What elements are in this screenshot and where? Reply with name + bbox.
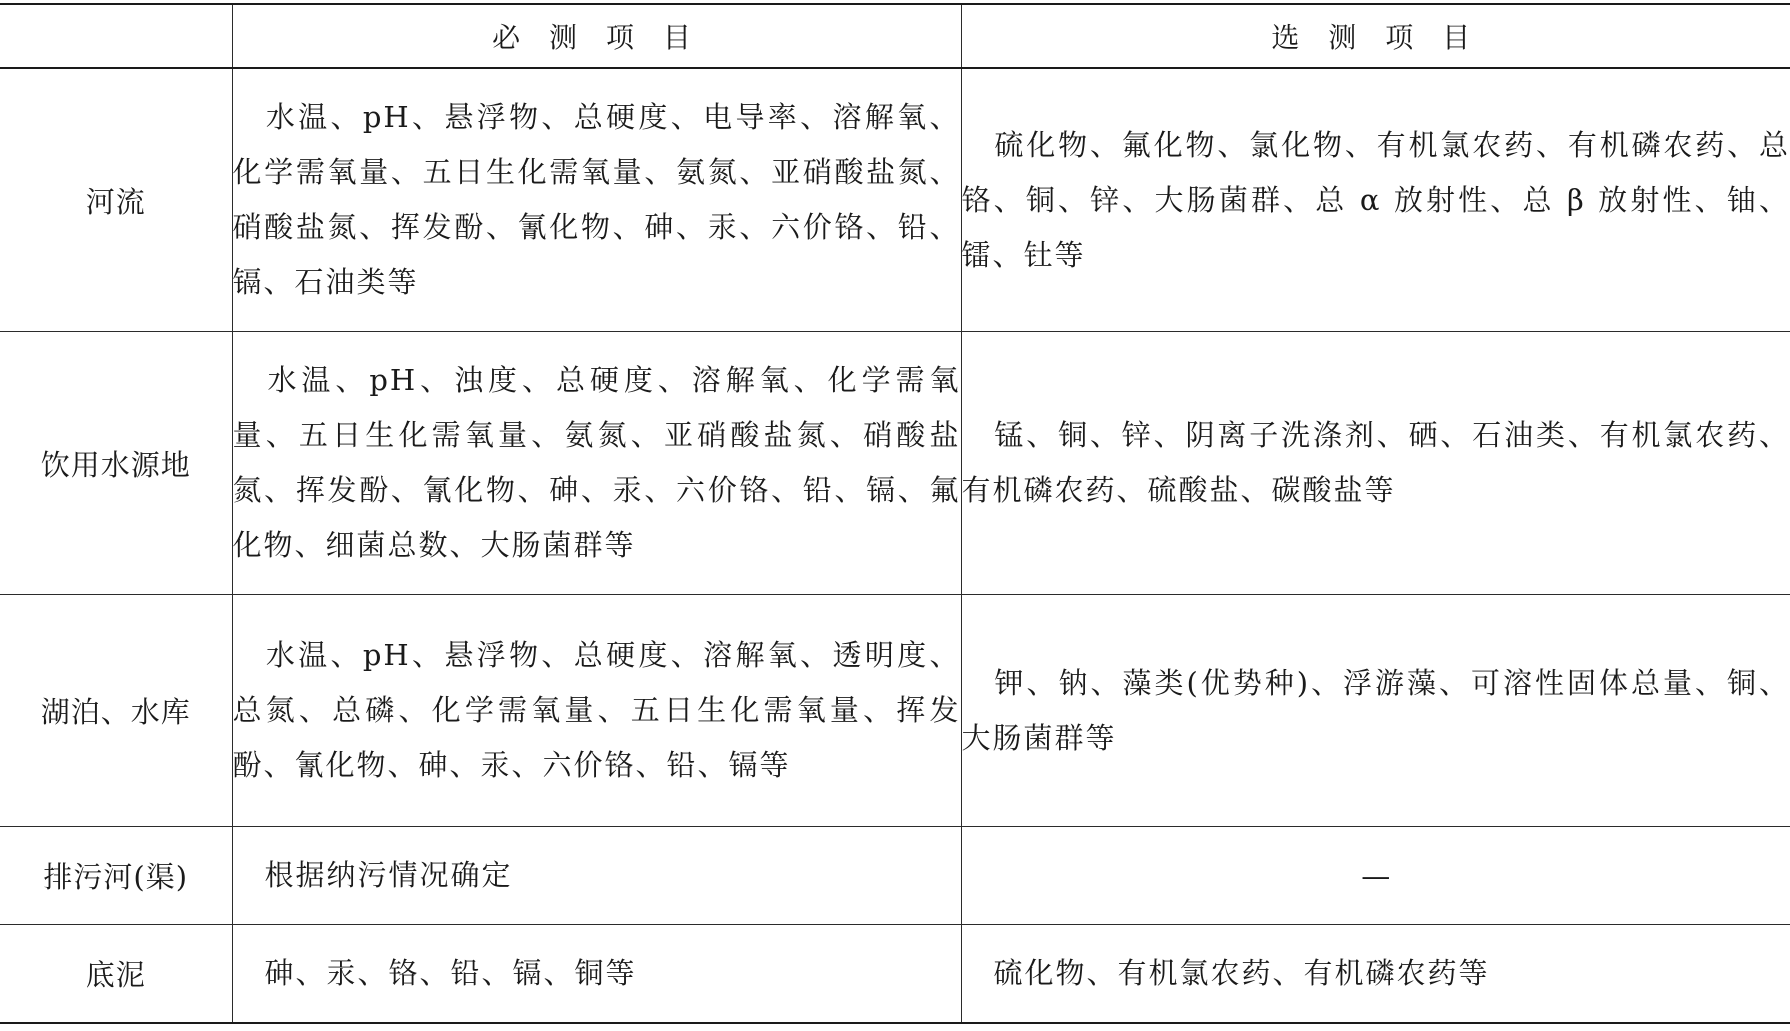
- optional-items-cell: [961, 68, 1790, 332]
- table-row: [0, 925, 1790, 1024]
- row-type-sediment: 底泥: [0, 925, 232, 1024]
- table-row: [0, 595, 1790, 827]
- header-required-items: 必 测 项 目: [232, 4, 961, 68]
- required-items-text: 水温、pH、悬浮物、总硬度、溶解氧、透明度、总氮、总磷、化学需氧量、五日生化需氧量、挥发酚、氰化物、砷、汞、六价铬、铅、镉等: [232, 638, 961, 782]
- required-items-cell: [232, 827, 961, 925]
- header-row: [0, 4, 1790, 68]
- optional-items-cell: [961, 332, 1790, 595]
- required-items-text: 水温、pH、浊度、总硬度、溶解氧、化学需氧量、五日生化需氧量、氨氮、亚硝酸盐氮、硝酸盐氮、挥发酚、氰化物、砷、汞、六价铬、铅、镉、氟化物、细菌总数、大肠菌群等: [232, 363, 961, 562]
- required-items-cell: [232, 595, 961, 827]
- required-items-cell: [232, 925, 961, 1024]
- row-type-lake-reservoir: 湖泊、水库: [0, 595, 232, 827]
- required-items-cell: [232, 68, 961, 332]
- required-items-cell: [232, 332, 961, 595]
- header-type: [0, 4, 232, 68]
- optional-items-text: 锰、铜、锌、阴离子洗涤剂、硒、石油类、有机氯农药、有机磷农药、硫酸盐、碳酸盐等: [961, 418, 1790, 507]
- row-type-sewage-channel: 排污河(渠): [0, 827, 232, 925]
- optional-items-cell: [961, 925, 1790, 1024]
- monitoring-items-table: [0, 3, 1790, 1024]
- table-row: [0, 827, 1790, 925]
- optional-items-text: 硫化物、有机氯农药、有机磷农药等: [993, 956, 1490, 990]
- optional-items-cell: [961, 595, 1790, 827]
- optional-items-text: 钾、钠、藻类(优势种)、浮游藻、可溶性固体总量、铜、大肠菌群等: [961, 665, 1790, 755]
- header-optional-items: 选 测 项 目: [961, 4, 1790, 68]
- optional-items-cell: [961, 827, 1790, 925]
- required-items-text: 砷、汞、铬、铅、镉、铜等: [264, 956, 637, 990]
- table-row: [0, 332, 1790, 595]
- required-items-text: 根据纳污情况确定: [264, 858, 513, 892]
- required-items-text: 水温、pH、悬浮物、总硬度、电导率、溶解氧、化学需氧量、五日生化需氧量、氨氮、亚硝酸盐氮、硝酸盐氮、挥发酚、氰化物、砷、汞、六价铬、铅、镉、石油类等: [232, 100, 961, 299]
- optional-items-text: 硫化物、氟化物、氯化物、有机氯农药、有机磷农药、总铬、铜、锌、大肠菌群、总 α 放射性、总 β 放射性、铀、镭、钍等: [961, 127, 1790, 272]
- row-type-drinking-water-source: 饮用水源地: [0, 332, 232, 595]
- table-row: [0, 68, 1790, 332]
- optional-items-dash: —: [1361, 858, 1391, 893]
- row-type-river: 河流: [0, 68, 232, 332]
